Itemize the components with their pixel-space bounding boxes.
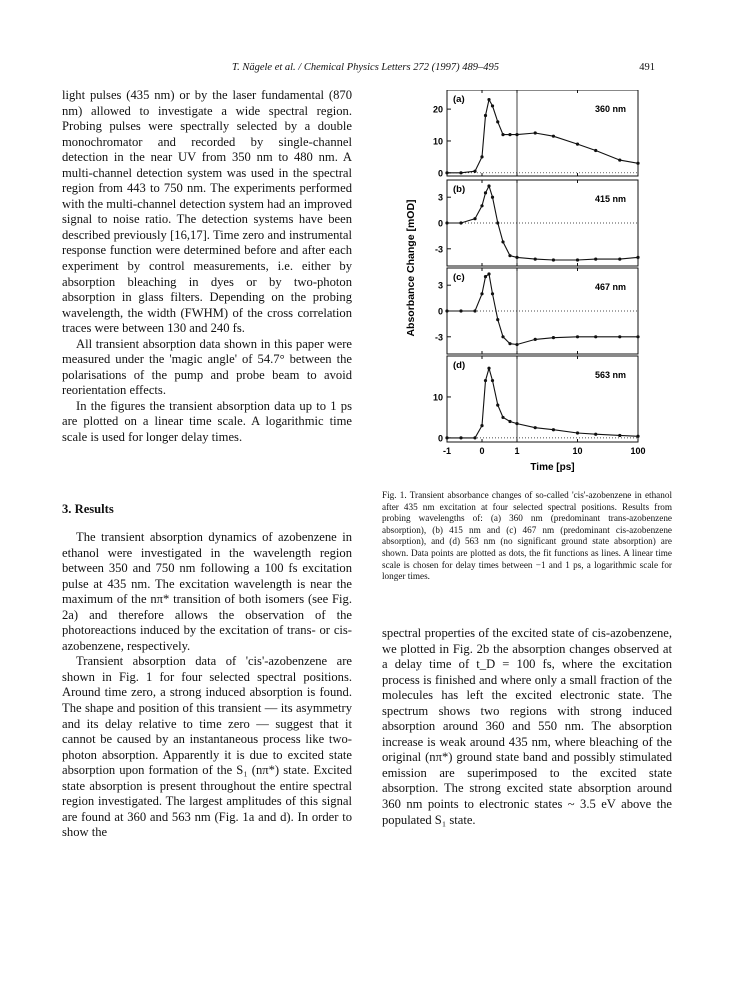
data-point xyxy=(473,170,476,173)
data-point xyxy=(480,424,483,427)
data-point xyxy=(491,292,494,295)
data-point xyxy=(618,158,621,161)
panel-wavelength: 467 nm xyxy=(594,282,626,292)
y-tick-label: 10 xyxy=(432,392,443,403)
data-point xyxy=(484,114,487,117)
panel-label: (b) xyxy=(453,184,466,195)
panel-frame xyxy=(447,356,638,442)
x-axis-label: Time [ps] xyxy=(530,462,575,473)
y-tick-label: -3 xyxy=(434,332,443,343)
data-point xyxy=(496,404,499,407)
y-tick-label: 3 xyxy=(437,192,443,203)
data-point xyxy=(534,131,537,134)
data-point xyxy=(576,335,579,338)
data-point xyxy=(445,171,448,174)
paragraph: light pulses (435 nm) or by the laser fundamental (870 nm) allowed to investigate a wide spectral region. Probing pulses were spectrally selected by a double monochromator and recorded by single-channel detection in the near UV from 350 nm to 480 nm. A multi-channel detection system was used in the spectral region from 443 to 750 nm. The experiments performed with the multi-channel detection system had an improved signal to noise ratio. The detection systems have been described previously [16,17]. Time zero and instrumental response function were determined before and after each experiment by control measurements, i.e. either by absorption bleaching in dyes or by two-photon absorption in glass filters. Depending on the probing wavelength, the width (FWHM) of the cross correlation traces were between 130 and 240 fs. xyxy=(62,88,352,336)
data-point xyxy=(491,379,494,382)
data-point xyxy=(487,98,490,101)
data-point xyxy=(534,258,537,261)
data-point xyxy=(484,275,487,278)
data-point xyxy=(487,272,490,275)
data-point xyxy=(484,379,487,382)
y-tick-label: 3 xyxy=(437,280,443,291)
data-point xyxy=(480,292,483,295)
paragraph: The transient absorption dynamics of azobenzene in ethanol were investigated in the wavelength region between 350 and 750 nm following a 100 fs excitation pulse at 435 nm. The excitation wavelength is near the maximum of the nπ* transition of both isomers (see Fig. 2a) and therefore allows the observation of the photoreactions induced by the excitation of trans- or cis-azobenzene, respectively. xyxy=(62,530,352,653)
data-point xyxy=(515,133,518,136)
figure-caption: Fig. 1. Transient absorbance changes of so-called 'cis'-azobenzene in ethanol after 435 nm excitation at four selected spectral positions. Results from probing wavelengths of: (a) 360 nm (predominant trans-azobenzene absorption), (b) 415 nm and (c) 467 nm (predominant cis-azobenzene absorption), and (d) 563 nm (no significant ground state absorption) are shown. Data points are plotted as dots, the fit functions as lines. A linear time scale is chosen for delay times between −1 and 1 ps, a logarithmic scale for longer times. xyxy=(382,490,672,582)
x-tick-label: 1 xyxy=(514,446,520,456)
running-head: T. Nägele et al. / Chemical Physics Letters 272 (1997) 489–495 xyxy=(232,62,499,73)
data-point xyxy=(473,309,476,312)
x-tick-label: 10 xyxy=(572,446,583,456)
data-point xyxy=(445,309,448,312)
figure-1-chart xyxy=(400,90,670,482)
section-heading: 3. Results xyxy=(62,502,114,516)
data-point xyxy=(576,258,579,261)
data-point xyxy=(636,435,639,438)
y-axis-label: Absorbance Change [mOD] xyxy=(405,199,417,337)
data-point xyxy=(508,420,511,423)
data-point xyxy=(618,434,621,437)
data-point xyxy=(618,258,621,261)
page-number: 491 xyxy=(639,62,655,73)
data-point xyxy=(594,149,597,152)
paragraph: All transient absorption data shown in this paper were measured under the 'magic angle' of 54.7° between the polarisations of the pump and probe beam to avoid reorientation effects. xyxy=(62,336,352,398)
data-point xyxy=(480,204,483,207)
paragraph: In the figures the transient absorption data up to 1 ps are plotted on a linear time scale. A logarithmic time scale is used for longer delay times. xyxy=(62,398,352,445)
data-point xyxy=(552,135,555,138)
data-point xyxy=(594,433,597,436)
data-point xyxy=(515,343,518,346)
data-point xyxy=(576,431,579,434)
data-point xyxy=(491,104,494,107)
left-column-top xyxy=(62,88,352,446)
data-point xyxy=(501,416,504,419)
data-point xyxy=(515,422,518,425)
data-point xyxy=(534,338,537,341)
data-point xyxy=(501,240,504,243)
data-point xyxy=(618,335,621,338)
x-tick-label: -1 xyxy=(442,446,452,456)
y-tick-label: 0 xyxy=(437,306,443,317)
data-point xyxy=(594,335,597,338)
data-point xyxy=(636,256,639,259)
data-point xyxy=(459,309,462,312)
data-point xyxy=(496,120,499,123)
panel-label: (c) xyxy=(453,272,465,283)
data-point xyxy=(487,184,490,187)
data-point xyxy=(508,342,511,345)
panel-wavelength: 415 nm xyxy=(594,194,626,204)
data-point xyxy=(636,335,639,338)
x-tick-label: 100 xyxy=(630,446,646,456)
panel-wavelength: 563 nm xyxy=(594,370,626,380)
data-point xyxy=(534,426,537,429)
data-point xyxy=(508,133,511,136)
data-point xyxy=(552,336,555,339)
data-point xyxy=(496,221,499,224)
data-point xyxy=(480,155,483,158)
data-point xyxy=(484,191,487,194)
data-point xyxy=(459,171,462,174)
data-point xyxy=(445,436,448,439)
panel-frame xyxy=(447,90,638,176)
y-tick-label: 10 xyxy=(432,136,443,147)
y-tick-label: 0 xyxy=(437,433,443,444)
data-point xyxy=(496,318,499,321)
left-column-bottom xyxy=(62,530,352,841)
paragraph: Transient absorption data of 'cis'-azobenzene are shown in Fig. 1 for four selected spectral positions. Around time zero, a strong induced absorption is found. The shape and position of this transient — its asymmetry and its delay relative to time zero — suggest that it cannot be caused by an instantaneous process like two-photon absorption. Apparently it is due to excited state absorption upon formation of the S₁ (nπ*) state. Excited state absorption is present throughout the entire spectral region investigated. The largest amplitudes of this signal are found at 360 and 563 nm (Fig. 1a and d). In order to show the xyxy=(62,654,352,840)
data-point xyxy=(552,428,555,431)
data-point xyxy=(576,143,579,146)
data-point xyxy=(487,367,490,370)
data-point xyxy=(473,217,476,220)
panel-label: (d) xyxy=(453,360,466,371)
data-point xyxy=(636,162,639,165)
y-tick-label: -3 xyxy=(434,244,443,255)
data-point xyxy=(508,254,511,257)
data-point xyxy=(459,221,462,224)
panel-wavelength: 360 nm xyxy=(594,104,626,114)
y-tick-label: 20 xyxy=(432,104,443,115)
panel-label: (a) xyxy=(453,94,465,105)
x-tick-label: 0 xyxy=(479,446,485,456)
y-tick-label: 0 xyxy=(437,168,443,179)
data-point xyxy=(501,133,504,136)
data-point xyxy=(552,258,555,261)
y-tick-label: 0 xyxy=(437,218,443,229)
data-point xyxy=(445,221,448,224)
data-point xyxy=(491,196,494,199)
paragraph: spectral properties of the excited state of cis-azobenzene, we plotted in Fig. 2b the absorption changes observed at a delay time of t_D = 100 fs, where the excitation process is finished and where only a small fraction of the molecules has left the excited electronic state. The spectrum shows two regions with strong induced absorption around 360 and 550 nm. The absorption increase is weak around 435 nm, where bleaching of the original (nπ*) ground state band and possibly stimulated emission are superimposed to the excited state absorption. The strong excited state absorption around 360 nm points to electronic states ~ 3.5 eV above the populated S₁ state. xyxy=(382,626,672,827)
data-point xyxy=(459,436,462,439)
data-point xyxy=(594,258,597,261)
data-point xyxy=(473,436,476,439)
right-column-bottom xyxy=(382,626,672,828)
data-point xyxy=(515,256,518,259)
data-point xyxy=(501,335,504,338)
